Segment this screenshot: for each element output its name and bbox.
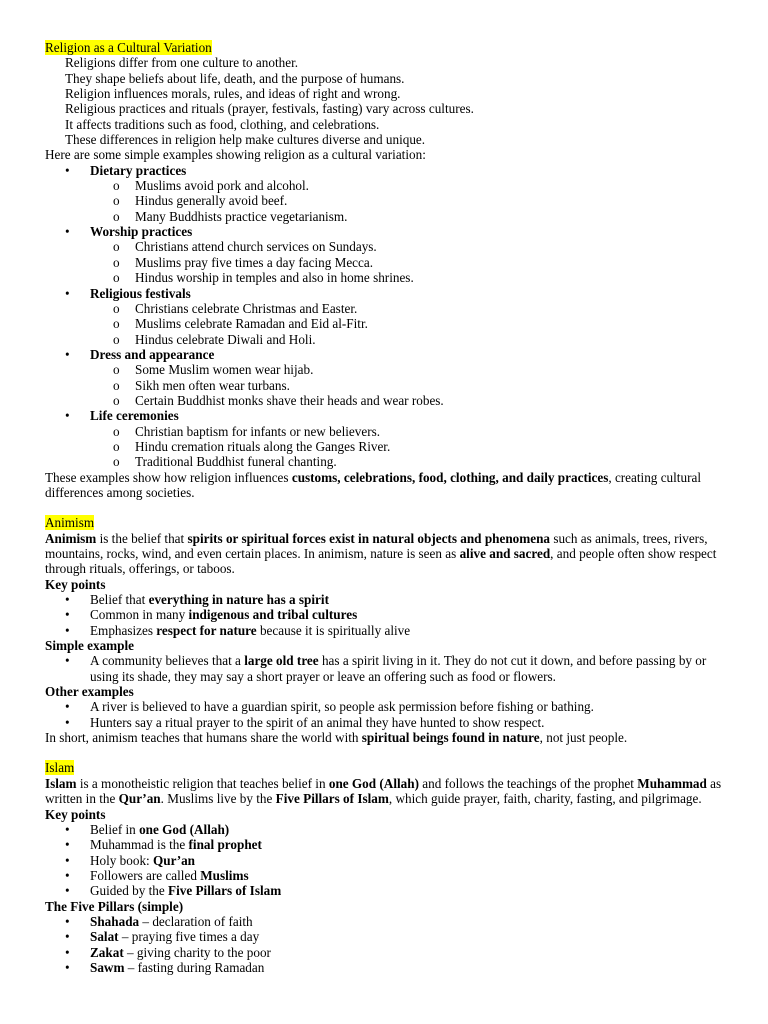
list-item: • Hunters say a ritual prayer to the spirit of an animal they have hunted to show respect.: [45, 715, 723, 730]
sub-list: [45, 239, 723, 285]
category-item: [45, 163, 723, 224]
sub-list: [45, 301, 723, 347]
list-item: [45, 945, 723, 960]
key-points-list: [45, 592, 723, 638]
text-run: Followers are called: [90, 867, 201, 883]
list-item: [45, 960, 723, 975]
intro-line: Religious practices and rituals (prayer, festivals, fasting) vary across cultures.: [65, 101, 474, 117]
text-run: Guided by the: [90, 883, 169, 899]
sub-list: [45, 424, 723, 470]
text-run: In short, animism teaches that humans share the world with: [45, 730, 362, 746]
category-item: [45, 224, 723, 285]
list-item: [45, 929, 723, 944]
category-item: [45, 286, 723, 347]
bold-run: Sawm: [90, 959, 125, 975]
islam-key-points-list: [45, 822, 723, 899]
intro-line: They shape beliefs about life, death, and the purpose of humans.: [65, 70, 405, 86]
text-run: because it is spiritually alive: [256, 622, 411, 638]
text-run: , which guide prayer, faith, charity, fasting, and pilgrimage.: [388, 791, 702, 807]
pillars-list: [45, 914, 723, 975]
bold-run: Muhammad: [637, 775, 707, 791]
bold-run: Islam: [45, 775, 77, 791]
subheading: [45, 899, 723, 914]
bold-run: one God (Allah): [139, 821, 230, 837]
text-run: Muhammad is the: [90, 837, 189, 853]
bold-run: spiritual beings found in nature: [361, 730, 540, 746]
intro-line: It affects traditions such as food, clothing, and celebrations.: [65, 116, 380, 132]
text-run: Common in many: [90, 607, 189, 623]
category-title: Life ceremonies: [90, 408, 179, 424]
subheading: [45, 807, 723, 822]
bold-run: Simple example: [45, 638, 135, 654]
text-run: , and people often show respect through rituals, offerings, or taboos.: [45, 546, 717, 577]
highlighted-heading: Islam: [45, 760, 75, 776]
subheading: [45, 684, 723, 699]
islam-definition: [45, 776, 723, 807]
bold-run: final prophet: [188, 837, 262, 853]
list-item: [45, 822, 723, 837]
closing-paragraph: [45, 470, 723, 501]
sub-item: o Hindus worship in temples and also in home shrines.: [45, 270, 723, 285]
category-title: Dress and appearance: [90, 346, 215, 362]
simple-example-list: [45, 653, 723, 684]
intro-line: These differences in religion help make cultures diverse and unique.: [65, 132, 426, 148]
examples-lead: Here are some simple examples showing religion as a cultural variation:: [45, 147, 426, 163]
bold-run: Shahada: [90, 913, 140, 929]
bold-run: respect for nature: [156, 622, 257, 638]
section-heading-religion: [45, 40, 723, 55]
bold-run: Five Pillars of Islam: [168, 883, 282, 899]
bold-run: Key points: [45, 576, 106, 592]
bold-run: The Five Pillars (simple): [45, 898, 184, 914]
sub-item: o Traditional Buddhist funeral chanting.: [45, 454, 723, 469]
category-title: Worship practices: [90, 224, 193, 240]
bold-run: Qur’an: [118, 791, 161, 807]
bold-run: alive and sacred: [459, 546, 551, 561]
text-run: , creating cultural differences among societies.: [45, 469, 701, 500]
sub-item: o Hindu cremation rituals along the Ganges River.: [45, 439, 723, 454]
highlighted-heading: Religion as a Cultural Variation: [45, 40, 212, 55]
bold-run: large old tree: [244, 653, 319, 669]
section-heading-islam: [45, 760, 723, 775]
text-run: , not just people.: [539, 730, 628, 746]
bold-run: Muslims: [200, 867, 249, 883]
category-item: [45, 347, 723, 408]
bold-run: indigenous and tribal cultures: [188, 607, 358, 623]
list-item: [45, 914, 723, 929]
text-run: as written in the: [45, 775, 722, 807]
sub-item: o Muslims celebrate Ramadan and Eid al-Fitr.: [45, 316, 723, 331]
bold-run: one God (Allah): [328, 775, 419, 791]
list-item: • A river is believed to have a guardian spirit, so people ask permission before fishing or bathing.: [45, 699, 723, 714]
text-run: – fasting during Ramadan: [124, 959, 265, 975]
text-run: . Muslims live by the: [160, 791, 276, 807]
bold-run: customs, celebrations, food, clothing, and daily practices: [291, 469, 609, 485]
sub-item: o Many Buddhists practice vegetarianism.: [45, 209, 723, 224]
bold-run: Zakat: [90, 944, 124, 960]
subheading: [45, 638, 723, 653]
bold-run: everything in nature has a spirit: [148, 592, 329, 608]
list-item: [45, 623, 723, 638]
list-item: [45, 837, 723, 852]
text-run: Belief in: [90, 821, 140, 837]
text-run: – giving charity to the poor: [123, 944, 271, 960]
list-item: [45, 592, 723, 607]
bold-run: Animism: [45, 530, 97, 546]
text-run: Emphasizes: [90, 622, 157, 638]
text-run: These examples show how religion influences: [45, 469, 292, 485]
text-run: A community believes that a: [90, 653, 245, 669]
other-examples-list: [45, 699, 723, 730]
bold-run: Key points: [45, 806, 106, 822]
sub-item: o Muslims pray five times a day facing Mecca.: [45, 255, 723, 270]
sub-item: o Sikh men often wear turbans.: [45, 378, 723, 393]
text-run: and follows the teachings of the prophet: [418, 775, 638, 791]
sub-list: [45, 178, 723, 224]
list-item: [45, 883, 723, 898]
sub-item: o Muslims avoid pork and alcohol.: [45, 178, 723, 193]
sub-item: o Christians attend church services on Sundays.: [45, 239, 723, 254]
text-run: is a monotheistic religion that teaches belief in: [76, 775, 329, 791]
list-item: [45, 607, 723, 622]
category-title: Religious festivals: [90, 285, 191, 301]
intro-line: Religion influences morals, rules, and ideas of right and wrong.: [65, 86, 401, 102]
intro-lines: [45, 55, 723, 147]
bold-run: spirits or spiritual forces exist in natural objects and phenomena: [187, 530, 551, 546]
bold-run: Other examples: [45, 684, 134, 700]
intro-line: Religions differ from one culture to another.: [65, 55, 299, 71]
text-run: – declaration of faith: [139, 913, 253, 929]
section-heading-animism: [45, 515, 723, 530]
bold-run: Qur’an: [153, 852, 196, 868]
sub-item: o Some Muslim women wear hijab.: [45, 362, 723, 377]
animism-definition: [45, 531, 723, 577]
text-run: – praying five times a day: [118, 929, 260, 945]
text-run: is the belief that: [96, 530, 188, 546]
text-run: such as animals, trees, rivers, mountains, rocks, wind, and even certain places. In animism, nature is seen as: [45, 530, 708, 561]
category-title: Dietary practices: [90, 162, 187, 178]
text-run: Belief that: [90, 592, 149, 608]
highlighted-heading: Animism: [45, 515, 95, 531]
list-item: [45, 853, 723, 868]
bold-run: Salat: [90, 929, 119, 945]
sub-item: o Christian baptism for infants or new believers.: [45, 424, 723, 439]
sub-item: o Hindus generally avoid beef.: [45, 193, 723, 208]
subheading: [45, 577, 723, 592]
text-run: has a spirit living in it. They do not cut it down, and before passing by or using its shade, they may say a short prayer or leave an offering such as food or flowers.: [90, 653, 707, 684]
category-list: [45, 163, 723, 470]
text-run: Holy book:: [90, 852, 154, 868]
category-item: [45, 408, 723, 469]
list-item: [45, 653, 723, 684]
sub-item: o Certain Buddhist monks shave their heads and wear robes.: [45, 393, 723, 408]
sub-item: o Christians celebrate Christmas and Easter.: [45, 301, 723, 316]
sub-list: [45, 362, 723, 408]
animism-summary: [45, 730, 723, 745]
list-item: [45, 868, 723, 883]
bold-run: Five Pillars of Islam: [275, 791, 389, 807]
sub-item: o Hindus celebrate Diwali and Holi.: [45, 332, 723, 347]
